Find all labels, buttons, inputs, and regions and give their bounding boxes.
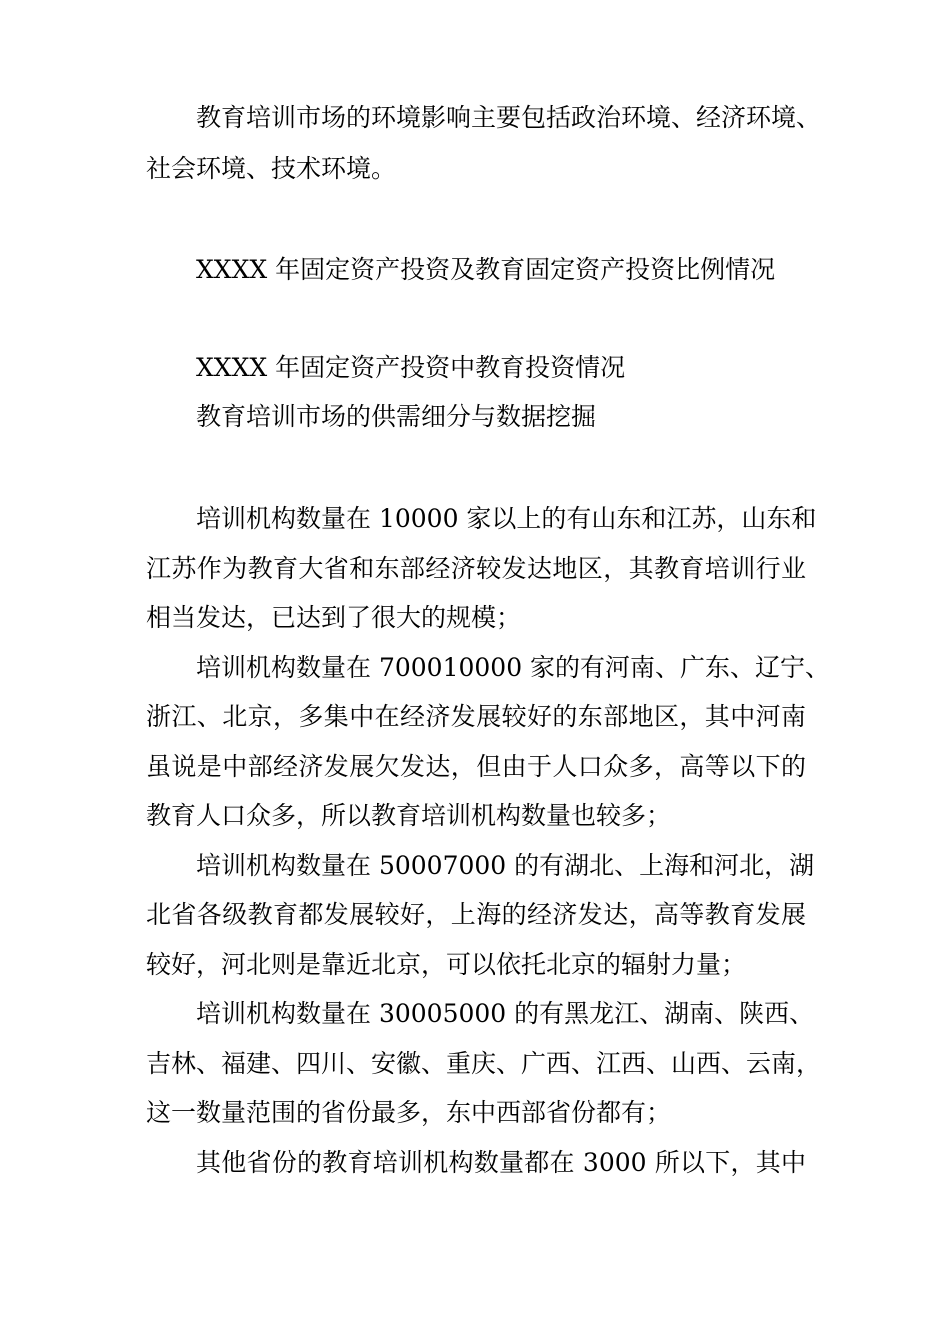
para2-line-4: 教育人口众多，所以教育培训机构数量也较多； xyxy=(146,801,672,830)
para5-line-1: 其他省份的教育培训机构数量都在 3000 所以下，其中 xyxy=(196,1148,806,1177)
intro-line-2: 社会环境、技术环境。 xyxy=(146,154,397,183)
para3-line-3: 较好，河北则是靠近北京，可以依托北京的辐射力量； xyxy=(146,950,747,979)
para2-line-2: 浙江、北京，多集中在经济发展较好的东部地区，其中河南 xyxy=(146,702,806,731)
para2-line-1: 培训机构数量在 700010000 家的有河南、广东、辽宁、 xyxy=(196,653,831,682)
para3-line-1: 培训机构数量在 50007000 的有湖北、上海和河北，湖 xyxy=(196,851,815,880)
para4-line-3: 这一数量范围的省份最多，东中西部省份都有； xyxy=(146,1098,672,1127)
para3-line-2: 北省各级教育都发展较好，上海的经济发达，高等教育发展 xyxy=(146,900,806,929)
para4-line-2: 吉林、福建、四川、安徽、重庆、广西、江西、山西、云南， xyxy=(146,1049,822,1078)
para4-line-1: 培训机构数量在 30005000 的有黑龙江、湖南、陕西、 xyxy=(196,999,815,1028)
heading-invest-edu: XXXX 年固定资产投资中教育投资情况 xyxy=(196,353,626,382)
heading-supply-demand: 教育培训市场的供需细分与数据挖掘 xyxy=(196,402,597,431)
para2-line-3: 虽说是中部经济发展欠发达，但由于人口众多，高等以下的 xyxy=(146,752,806,781)
para1-line-3: 相当发达，已达到了很大的规模； xyxy=(146,603,522,632)
para1-line-2: 江苏作为教育大省和东部经济较发达地区，其教育培训行业 xyxy=(146,554,806,583)
intro-line-1: 教育培训市场的环境影响主要包括政治环境、经济环境、 xyxy=(196,103,822,132)
heading-invest-ratio: XXXX 年固定资产投资及教育固定资产投资比例情况 xyxy=(196,255,776,284)
para1-line-1: 培训机构数量在 10000 家以上的有山东和江苏，山东和 xyxy=(196,504,817,533)
